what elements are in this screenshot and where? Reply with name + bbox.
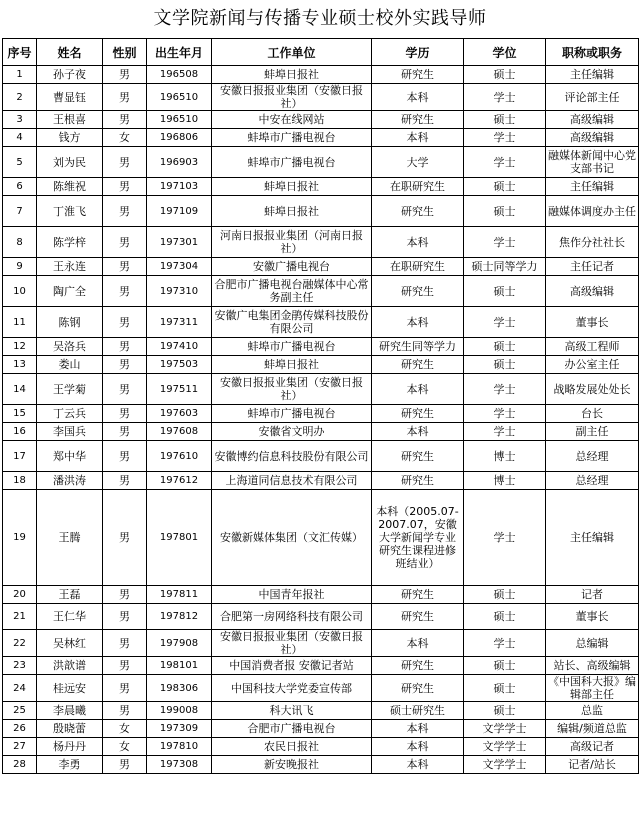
- cell-degree: 硕士: [464, 586, 546, 604]
- cell-employer: 农民日报社: [212, 738, 372, 756]
- cell-name: 吴林红: [37, 630, 103, 657]
- table-row: [3, 129, 639, 147]
- cell-birth: 197410: [147, 338, 212, 356]
- cell-employer: 蚌埠日报社: [212, 196, 372, 227]
- cell-index: 18: [3, 472, 37, 490]
- cell-name: 孙子夜: [37, 66, 103, 84]
- cell-degree: 文学学士: [464, 720, 546, 738]
- cell-education: 本科: [372, 227, 464, 258]
- cell-index: 19: [3, 490, 37, 586]
- cell-gender: 男: [103, 630, 147, 657]
- cell-index: 20: [3, 586, 37, 604]
- cell-index: 6: [3, 178, 37, 196]
- cell-education: 研究生: [372, 657, 464, 675]
- cell-education: 本科: [372, 307, 464, 338]
- table-row: [3, 720, 639, 738]
- cell-gender: 男: [103, 147, 147, 178]
- cell-gender: 男: [103, 227, 147, 258]
- cell-title: 评论部主任: [546, 84, 639, 111]
- cell-name: 曹显钰: [37, 84, 103, 111]
- table-row: [3, 490, 639, 586]
- cell-employer: 科大讯飞: [212, 702, 372, 720]
- cell-index: 28: [3, 756, 37, 774]
- cell-education: 研究生: [372, 405, 464, 423]
- cell-birth: 197503: [147, 356, 212, 374]
- cell-index: 12: [3, 338, 37, 356]
- cell-name: 洪歆谱: [37, 657, 103, 675]
- cell-name: 丁云兵: [37, 405, 103, 423]
- cell-employer: 蚌埠日报社: [212, 356, 372, 374]
- cell-name: 陶广全: [37, 276, 103, 307]
- cell-degree: 文学学士: [464, 738, 546, 756]
- cell-education: 本科: [372, 129, 464, 147]
- table-row: [3, 356, 639, 374]
- cell-gender: 女: [103, 738, 147, 756]
- cell-title: 融媒体新闻中心党支部书记: [546, 147, 639, 178]
- cell-name: 郑中华: [37, 441, 103, 472]
- table-row: [3, 586, 639, 604]
- cell-birth: 197811: [147, 586, 212, 604]
- cell-title: 主任编辑: [546, 178, 639, 196]
- cell-birth: 197304: [147, 258, 212, 276]
- column-header: 性别: [103, 39, 147, 66]
- cell-title: 总经理: [546, 472, 639, 490]
- cell-employer: 中国消费者报 安徽记者站: [212, 657, 372, 675]
- cell-birth: 197308: [147, 756, 212, 774]
- table-row: [3, 604, 639, 630]
- cell-index: 14: [3, 374, 37, 405]
- table-row: [3, 630, 639, 657]
- cell-degree: 博士: [464, 441, 546, 472]
- cell-gender: 男: [103, 657, 147, 675]
- cell-birth: 197812: [147, 604, 212, 630]
- cell-degree: 文学学士: [464, 756, 546, 774]
- cell-title: 总监: [546, 702, 639, 720]
- cell-education: 在职研究生: [372, 258, 464, 276]
- cell-name: 李国兵: [37, 423, 103, 441]
- cell-index: 22: [3, 630, 37, 657]
- cell-employer: 安徽日报报业集团（安徽日报社）: [212, 374, 372, 405]
- cell-degree: 硕士: [464, 338, 546, 356]
- table-row: [3, 147, 639, 178]
- cell-name: 李晨曦: [37, 702, 103, 720]
- cell-education: 本科: [372, 84, 464, 111]
- cell-name: 杨丹丹: [37, 738, 103, 756]
- cell-education: 本科: [372, 738, 464, 756]
- cell-gender: 男: [103, 374, 147, 405]
- cell-degree: 硕士: [464, 178, 546, 196]
- cell-degree: 硕士: [464, 356, 546, 374]
- cell-gender: 男: [103, 84, 147, 111]
- cell-education: 研究生: [372, 441, 464, 472]
- table-header-row: [3, 39, 639, 66]
- cell-title: 总编辑: [546, 630, 639, 657]
- cell-birth: 198101: [147, 657, 212, 675]
- cell-birth: 196510: [147, 84, 212, 111]
- table-row: [3, 405, 639, 423]
- cell-degree: 学士: [464, 490, 546, 586]
- cell-degree: 学士: [464, 630, 546, 657]
- cell-title: 记者/站长: [546, 756, 639, 774]
- page-title: 文学院新闻与传播专业硕士校外实践导师: [153, 8, 487, 29]
- cell-gender: 男: [103, 405, 147, 423]
- cell-gender: 女: [103, 129, 147, 147]
- table-row: [3, 657, 639, 675]
- cell-title: 高级编辑: [546, 129, 639, 147]
- table-row: [3, 441, 639, 472]
- cell-gender: 男: [103, 756, 147, 774]
- cell-birth: 197109: [147, 196, 212, 227]
- cell-birth: 197603: [147, 405, 212, 423]
- cell-name: 钱方: [37, 129, 103, 147]
- table-row: [3, 227, 639, 258]
- cell-employer: 合肥第一房网络科技有限公司: [212, 604, 372, 630]
- cell-birth: 197908: [147, 630, 212, 657]
- cell-education: 研究生: [372, 196, 464, 227]
- cell-gender: 男: [103, 111, 147, 129]
- cell-degree: 硕士: [464, 675, 546, 702]
- cell-education: 硕士研究生: [372, 702, 464, 720]
- cell-education: 研究生: [372, 604, 464, 630]
- cell-employer: 安徽日报报业集团（安徽日报社）: [212, 84, 372, 111]
- cell-birth: 196508: [147, 66, 212, 84]
- cell-education: 本科: [372, 374, 464, 405]
- cell-index: 25: [3, 702, 37, 720]
- cell-index: 16: [3, 423, 37, 441]
- cell-degree: 博士: [464, 472, 546, 490]
- table-row: [3, 423, 639, 441]
- cell-title: 主任记者: [546, 258, 639, 276]
- cell-name: 丁淮飞: [37, 196, 103, 227]
- cell-title: 总经理: [546, 441, 639, 472]
- cell-index: 9: [3, 258, 37, 276]
- cell-name: 王根喜: [37, 111, 103, 129]
- cell-gender: 男: [103, 356, 147, 374]
- table-row: [3, 738, 639, 756]
- cell-gender: 男: [103, 307, 147, 338]
- cell-index: 13: [3, 356, 37, 374]
- cell-education: 研究生: [372, 276, 464, 307]
- cell-education: 本科: [372, 630, 464, 657]
- cell-degree: 学士: [464, 84, 546, 111]
- cell-gender: 男: [103, 604, 147, 630]
- cell-gender: 男: [103, 258, 147, 276]
- column-header: 序号: [3, 39, 37, 66]
- cell-degree: 学士: [464, 307, 546, 338]
- cell-index: 4: [3, 129, 37, 147]
- cell-title: 董事长: [546, 307, 639, 338]
- cell-education: 在职研究生: [372, 178, 464, 196]
- cell-birth: 197309: [147, 720, 212, 738]
- cell-education: 本科: [372, 423, 464, 441]
- cell-degree: 硕士: [464, 196, 546, 227]
- cell-index: 17: [3, 441, 37, 472]
- cell-gender: 男: [103, 702, 147, 720]
- cell-title: 《中国科大报》编辑部主任: [546, 675, 639, 702]
- cell-education: 研究生: [372, 675, 464, 702]
- cell-employer: 蚌埠市广播电视台: [212, 147, 372, 178]
- cell-degree: 学士: [464, 423, 546, 441]
- cell-birth: 199008: [147, 702, 212, 720]
- cell-employer: 蚌埠日报社: [212, 66, 372, 84]
- cell-name: 刘为民: [37, 147, 103, 178]
- cell-birth: 198306: [147, 675, 212, 702]
- cell-employer: 河南日报报业集团（河南日报社）: [212, 227, 372, 258]
- cell-index: 21: [3, 604, 37, 630]
- cell-employer: 蚌埠市广播电视台: [212, 129, 372, 147]
- cell-index: 23: [3, 657, 37, 675]
- cell-title: 战略发展处处长: [546, 374, 639, 405]
- cell-degree: 学士: [464, 147, 546, 178]
- table-row: [3, 702, 639, 720]
- cell-degree: 硕士: [464, 111, 546, 129]
- cell-gender: 男: [103, 490, 147, 586]
- cell-degree: 硕士: [464, 276, 546, 307]
- cell-employer: 中安在线网站: [212, 111, 372, 129]
- table-row: [3, 111, 639, 129]
- cell-name: 王仁华: [37, 604, 103, 630]
- table-row: [3, 178, 639, 196]
- column-header: 职称或职务: [546, 39, 639, 66]
- cell-employer: 上海道同信息技术有限公司: [212, 472, 372, 490]
- cell-birth: 197608: [147, 423, 212, 441]
- table-row: [3, 196, 639, 227]
- table-row: [3, 276, 639, 307]
- cell-gender: 男: [103, 472, 147, 490]
- cell-gender: 男: [103, 423, 147, 441]
- cell-education: 研究生: [372, 586, 464, 604]
- cell-index: 24: [3, 675, 37, 702]
- cell-education: 研究生: [372, 66, 464, 84]
- cell-birth: 197801: [147, 490, 212, 586]
- cell-name: 陈学梓: [37, 227, 103, 258]
- column-header: 学历: [372, 39, 464, 66]
- cell-gender: 女: [103, 720, 147, 738]
- cell-name: 陈维祝: [37, 178, 103, 196]
- cell-education: 研究生: [372, 111, 464, 129]
- cell-gender: 男: [103, 196, 147, 227]
- cell-index: 27: [3, 738, 37, 756]
- cell-employer: 合肥市广播电视台: [212, 720, 372, 738]
- cell-index: 11: [3, 307, 37, 338]
- cell-employer: 中国科技大学党委宣传部: [212, 675, 372, 702]
- cell-birth: 197610: [147, 441, 212, 472]
- cell-gender: 男: [103, 586, 147, 604]
- cell-birth: 197103: [147, 178, 212, 196]
- cell-education: 研究生: [372, 472, 464, 490]
- cell-birth: 196903: [147, 147, 212, 178]
- cell-birth: 196510: [147, 111, 212, 129]
- cell-index: 10: [3, 276, 37, 307]
- cell-index: 3: [3, 111, 37, 129]
- cell-education: 本科（2005.07-2007.07，安徽大学新闻学专业研究生课程进修班结业）: [372, 490, 464, 586]
- cell-birth: 197511: [147, 374, 212, 405]
- cell-degree: 硕士: [464, 66, 546, 84]
- cell-employer: 安徽省文明办: [212, 423, 372, 441]
- cell-birth: 197612: [147, 472, 212, 490]
- column-header: 学位: [464, 39, 546, 66]
- cell-degree: 硕士: [464, 702, 546, 720]
- cell-title: 副主任: [546, 423, 639, 441]
- cell-degree: 学士: [464, 405, 546, 423]
- cell-name: 殷晓蕾: [37, 720, 103, 738]
- cell-title: 高级编辑: [546, 276, 639, 307]
- cell-gender: 男: [103, 178, 147, 196]
- cell-index: 5: [3, 147, 37, 178]
- table-row: [3, 66, 639, 84]
- cell-employer: 蚌埠市广播电视台: [212, 338, 372, 356]
- cell-employer: 安徽博约信息科技股份有限公司: [212, 441, 372, 472]
- cell-index: 8: [3, 227, 37, 258]
- cell-name: 王永连: [37, 258, 103, 276]
- cell-title: 高级记者: [546, 738, 639, 756]
- cell-degree: 学士: [464, 227, 546, 258]
- cell-title: 主任编辑: [546, 66, 639, 84]
- cell-title: 高级编辑: [546, 111, 639, 129]
- cell-education: 研究生同等学力: [372, 338, 464, 356]
- cell-name: 王学菊: [37, 374, 103, 405]
- cell-name: 陈钢: [37, 307, 103, 338]
- table-row: [3, 84, 639, 111]
- cell-employer: 安徽广电集团金鹃传媒科技股份有限公司: [212, 307, 372, 338]
- cell-index: 15: [3, 405, 37, 423]
- cell-employer: 蚌埠日报社: [212, 178, 372, 196]
- cell-employer: 合肥市广播电视台融媒体中心常务副主任: [212, 276, 372, 307]
- table-row: [3, 258, 639, 276]
- cell-name: 王腾: [37, 490, 103, 586]
- cell-birth: 197311: [147, 307, 212, 338]
- mentor-table: [2, 38, 639, 774]
- cell-title: 主任编辑: [546, 490, 639, 586]
- cell-title: 编辑/频道总监: [546, 720, 639, 738]
- cell-index: 26: [3, 720, 37, 738]
- cell-name: 娄山: [37, 356, 103, 374]
- cell-gender: 男: [103, 276, 147, 307]
- cell-birth: 197301: [147, 227, 212, 258]
- cell-education: 大学: [372, 147, 464, 178]
- cell-name: 王磊: [37, 586, 103, 604]
- cell-degree: 硕士: [464, 604, 546, 630]
- cell-index: 1: [3, 66, 37, 84]
- column-header: 出生年月: [147, 39, 212, 66]
- table-row: [3, 756, 639, 774]
- cell-education: 研究生: [372, 356, 464, 374]
- cell-index: 2: [3, 84, 37, 111]
- cell-education: 本科: [372, 756, 464, 774]
- cell-degree: 学士: [464, 374, 546, 405]
- cell-gender: 男: [103, 338, 147, 356]
- cell-title: 办公室主任: [546, 356, 639, 374]
- cell-employer: 安徽广播电视台: [212, 258, 372, 276]
- table-row: [3, 338, 639, 356]
- cell-title: 融媒体调度办主任: [546, 196, 639, 227]
- cell-title: 董事长: [546, 604, 639, 630]
- cell-index: 7: [3, 196, 37, 227]
- cell-degree: 硕士同等学力: [464, 258, 546, 276]
- cell-employer: 安徽新媒体集团（文汇传媒）: [212, 490, 372, 586]
- cell-title: 记者: [546, 586, 639, 604]
- cell-gender: 男: [103, 441, 147, 472]
- cell-employer: 新安晚报社: [212, 756, 372, 774]
- column-header: 姓名: [37, 39, 103, 66]
- cell-employer: 安徽日报报业集团（安徽日报社）: [212, 630, 372, 657]
- cell-gender: 男: [103, 66, 147, 84]
- column-header: 工作单位: [212, 39, 372, 66]
- cell-name: 潘洪涛: [37, 472, 103, 490]
- cell-title: 台长: [546, 405, 639, 423]
- cell-name: 桂远安: [37, 675, 103, 702]
- table-row: [3, 307, 639, 338]
- cell-gender: 男: [103, 675, 147, 702]
- cell-birth: 197310: [147, 276, 212, 307]
- cell-employer: 中国青年报社: [212, 586, 372, 604]
- cell-title: 站长、高级编辑: [546, 657, 639, 675]
- cell-title: 焦作分社社长: [546, 227, 639, 258]
- table-row: [3, 374, 639, 405]
- cell-birth: 197810: [147, 738, 212, 756]
- cell-degree: 学士: [464, 129, 546, 147]
- cell-education: 本科: [372, 720, 464, 738]
- cell-degree: 硕士: [464, 657, 546, 675]
- cell-birth: 196806: [147, 129, 212, 147]
- cell-name: 李勇: [37, 756, 103, 774]
- cell-name: 吴洛兵: [37, 338, 103, 356]
- table-row: [3, 675, 639, 702]
- cell-employer: 蚌埠市广播电视台: [212, 405, 372, 423]
- table-row: [3, 472, 639, 490]
- cell-title: 高级工程师: [546, 338, 639, 356]
